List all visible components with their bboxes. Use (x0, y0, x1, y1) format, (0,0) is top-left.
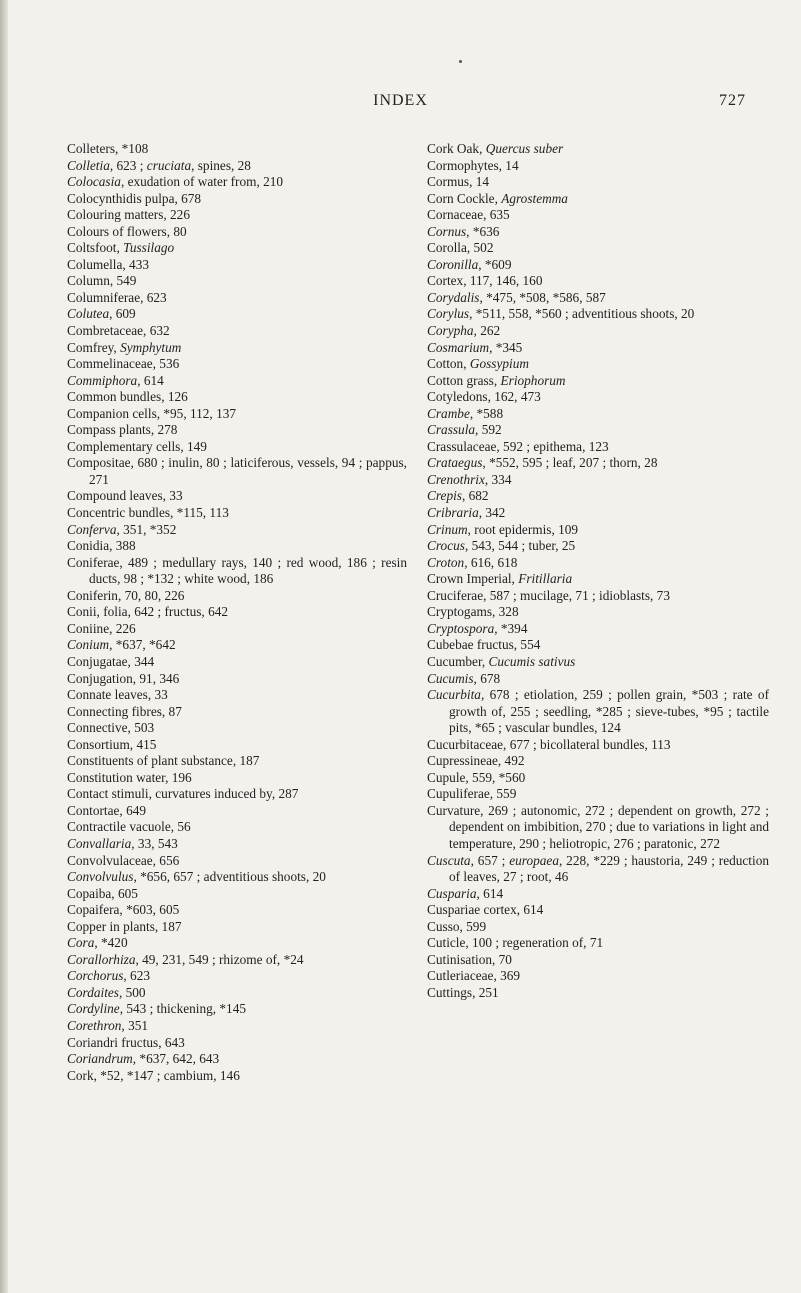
index-entry-text: , 609 (109, 306, 136, 322)
index-entry-text: Coniferin, 70, 80, 226 (67, 587, 185, 603)
index-entry (427, 439, 769, 456)
index-entry (427, 306, 769, 323)
index-entry (67, 621, 407, 638)
index-entry-text: Columella, 433 (67, 256, 149, 272)
index-entry-text: Constituents of plant substance, 187 (67, 753, 260, 769)
index-entry-text: Consortium, 415 (67, 736, 157, 752)
index-entry-text: , 49, 231, 549 ; rhizome of, *24 (135, 951, 304, 967)
index-entry-text: Coniine, 226 (67, 620, 136, 636)
index-entry-italic-text: Crenothrix (427, 471, 485, 487)
index-entry (427, 505, 769, 522)
index-entry-italic-text: Cordyline (67, 1001, 120, 1017)
index-entry (67, 555, 407, 588)
index-entry-text: Cutleriaceae, 369 (427, 968, 521, 984)
index-entry-italic-text: Cucumis (427, 670, 474, 686)
index-entry-italic-text: Cora (67, 935, 95, 951)
index-entry-text: Common bundles, 126 (67, 389, 188, 405)
index-entry-text: , *656, 657 ; adventitious shoots, 20 (133, 869, 326, 885)
index-entry (67, 505, 407, 522)
index-entry-italic-text: Convolvulus (67, 869, 134, 885)
index-entry-text: Cruciferae, 587 ; mucilage, 71 ; idioblasts, 73 (427, 587, 670, 603)
index-entry-text: , *636 (466, 223, 500, 239)
index-entry-text: , 614 (137, 372, 164, 388)
index-entry-text: , 228, *229 ; haustoria, 249 ; reduction of leaves, 27 ; root, 46 (449, 852, 769, 885)
index-entry-text: , exudation of water from, 210 (120, 174, 284, 190)
index-entry (427, 538, 769, 555)
index-entry (427, 174, 769, 191)
index-entry-text: Cork, *52, *147 ; cambium, 146 (67, 1067, 240, 1083)
page-edge-shadow (0, 0, 8, 1293)
index-entry-italic-text: Croton (427, 554, 465, 570)
index-entry-text: Cork Oak, (427, 141, 486, 156)
index-entry (67, 770, 407, 787)
index-entry-italic-text: Cryptospora (427, 620, 495, 636)
index-entry-text: , 678 (473, 670, 501, 686)
index-entry (67, 191, 407, 208)
index-entry-text: Cupressineae, 492 (427, 753, 525, 769)
index-entry-italic-text: europaea (509, 852, 559, 868)
index-entry (427, 522, 769, 539)
index-entry (427, 968, 769, 985)
index-entry-text: Curvature, 269 ; autonomic, 272 ; dependent on growth, 272 ; dependent on imbibition, 270 ; due to variations in light and temperature, 290 ; heliotropic, 276 ; paratonic, 272 (427, 802, 769, 851)
index-entry-text: Conidia, 388 (67, 538, 136, 554)
index-entry (67, 1051, 407, 1068)
index-entry-text: Cucumber, (427, 653, 489, 669)
index-entry (67, 439, 407, 456)
index-entry (427, 455, 769, 472)
index-entry-italic-text: Cusparia (427, 885, 477, 901)
index-entry (427, 902, 769, 919)
index-entry-text: Cornaceae, 635 (427, 207, 510, 223)
index-entry (427, 555, 769, 572)
index-entry-italic-text: Cucurbita (427, 687, 481, 703)
index-entry-text: Cuttings, 251 (427, 984, 499, 1000)
index-entry (67, 985, 407, 1002)
index-entry-text: Column, 549 (67, 273, 137, 289)
index-entry-text: Compositae, 680 ; inulin, 80 ; laticiferous, vessels, 94 ; pappus, 271 (67, 455, 407, 487)
index-entry (67, 373, 407, 390)
index-entry-text: Copaiba, 605 (67, 885, 138, 901)
index-entry-italic-text: Cucumis sativus (488, 653, 576, 669)
index-entry (427, 637, 769, 654)
index-entry-text: Compound leaves, 33 (67, 488, 183, 504)
index-entry-text: , 682 (461, 488, 489, 504)
index-entry-text: , 592 (475, 422, 502, 438)
index-entry-italic-text: Quercus suber (485, 141, 564, 156)
index-entry-text: Cormus, 14 (427, 174, 490, 190)
index-entry (67, 753, 407, 770)
index-entry (67, 538, 407, 555)
index-entry (427, 158, 769, 175)
index-entry-text: Cotton grass, (427, 372, 501, 388)
index-entry-text: Constitution water, 196 (67, 769, 192, 785)
index-entry-text: Colocynthidis pulpa, 678 (67, 190, 202, 206)
index-entry (427, 753, 769, 770)
index-entry-italic-text: Corallorhiza (67, 951, 136, 967)
index-entry (67, 340, 407, 357)
index-entry (427, 488, 769, 505)
page-title: INDEX (373, 92, 428, 109)
index-entry (427, 323, 769, 340)
index-entry-text: , 262 (473, 323, 501, 339)
index-entry-text: Companion cells, *95, 112, 137 (67, 405, 237, 421)
page-number: 727 (719, 92, 746, 109)
index-entry-italic-text: Cornus (427, 223, 467, 239)
index-entry-text: , *394 (494, 620, 528, 636)
index-entry (67, 786, 407, 803)
index-entry (67, 704, 407, 721)
index-entry-text: Comfrey, (67, 339, 121, 355)
index-entry-italic-text: Agrostemma (501, 190, 568, 206)
index-entry (67, 406, 407, 423)
index-entry (67, 588, 407, 605)
index-entry-text: Cucurbitaceae, 677 ; bicollateral bundles, 113 (427, 736, 671, 752)
index-column-left (67, 141, 407, 1084)
index-entry (427, 406, 769, 423)
index-entry-text: Cortex, 117, 146, 160 (427, 273, 543, 289)
index-entry (67, 273, 407, 290)
index-entry (67, 902, 407, 919)
index-entry-text: Corn Cockle, (427, 190, 502, 206)
index-entry (67, 853, 407, 870)
index-entry-text: Connective, 503 (67, 720, 155, 736)
index-entry-text: , *420 (94, 935, 128, 951)
index-entry-text: , *511, 558, *560 ; adventitious shoots, 20 (469, 306, 695, 322)
index-entry (67, 886, 407, 903)
index-entry (427, 389, 769, 406)
index-entry (67, 720, 407, 737)
paper-speck (459, 60, 462, 63)
index-entry (67, 240, 407, 257)
index-entry-italic-text: Gossypium (469, 356, 529, 372)
index-entry-text: , 616, 618 (464, 554, 518, 570)
index-entry-italic-text: Eriophorum (500, 372, 566, 388)
index-entry (427, 207, 769, 224)
index-entry-italic-text: Corydalis (427, 289, 480, 305)
index-entry-text: , 614 (476, 885, 504, 901)
index-entry-text: , 543 ; thickening, *145 (119, 1001, 246, 1017)
index-entry (427, 886, 769, 903)
index-entry-text: Coniferae, 489 ; medullary rays, 140 ; red wood, 186 ; resin ducts, 98 ; *132 ; white wood, 186 (67, 554, 407, 587)
index-entry (67, 522, 407, 539)
index-entry-text: , *609 (478, 256, 512, 272)
index-entry (427, 604, 769, 621)
index-entry-text: Complementary cells, 149 (67, 438, 207, 454)
index-entry-text: Cuspariae cortex, 614 (427, 902, 544, 918)
index-entry (67, 968, 407, 985)
index-entry-text: , root epidermis, 109 (467, 521, 579, 537)
index-entry-text: , 623 (123, 968, 150, 984)
index-entry-italic-text: Conium (67, 637, 110, 653)
index-entry-text: Cotton, (427, 356, 470, 372)
index-entry-text: Coriandri fructus, 643 (67, 1034, 185, 1050)
index-entry (67, 935, 407, 952)
index-entry-italic-text: Crocus (427, 538, 465, 554)
index-entry (427, 588, 769, 605)
index-entry-text: Cupuliferae, 559 (427, 786, 517, 802)
index-entry-text: Colours of flowers, 80 (67, 223, 187, 239)
index-entry (67, 257, 407, 274)
index-entry (67, 637, 407, 654)
index-entry (427, 422, 769, 439)
index-entry (67, 1018, 407, 1035)
index-entry-text: , *345 (489, 339, 523, 355)
index-entry (427, 571, 769, 588)
index-entry (67, 803, 407, 820)
index-entry (427, 786, 769, 803)
index-entry (427, 472, 769, 489)
index-entry-italic-text: Crambe (427, 405, 470, 421)
index-entry-text: Contortae, 649 (67, 802, 147, 818)
index-entry-text: , spines, 28 (191, 157, 251, 173)
index-entry-italic-text: Cuscuta (427, 852, 471, 868)
index-entry (427, 621, 769, 638)
index-entry-text: , 33, 543 (131, 835, 178, 851)
index-entry-italic-text: Symphytum (120, 339, 182, 355)
index-entry-italic-text: Colletia (67, 157, 110, 173)
index-entry (67, 306, 407, 323)
index-entry (427, 191, 769, 208)
index-entry (67, 290, 407, 307)
index-entry (427, 240, 769, 257)
index-entry (67, 323, 407, 340)
index-entry-text: Conjugatae, 344 (67, 653, 155, 669)
index-entry (427, 290, 769, 307)
index-entry (67, 141, 407, 158)
index-entry-italic-text: Cordaites (67, 984, 119, 1000)
index-entry-text: Copaifera, *603, 605 (67, 902, 180, 918)
index-entry (427, 373, 769, 390)
index-entry-text: Coltsfoot, (67, 240, 124, 256)
index-entry (67, 389, 407, 406)
index-entry-italic-text: Crinum (427, 521, 468, 537)
index-entry-text: Copper in plants, 187 (67, 918, 182, 934)
index-entry-italic-text: Corypha (427, 323, 474, 339)
index-entry-text: , *588 (469, 405, 504, 421)
index-entry-text: , 351 (121, 1017, 149, 1033)
index-entry (427, 853, 769, 886)
index-entry (427, 671, 769, 688)
index-entry (67, 488, 407, 505)
index-entry-text: Convolvulaceae, 656 (67, 852, 180, 868)
index-entry-text: Cutinisation, 70 (427, 951, 512, 967)
index-entry (427, 687, 769, 737)
index-entry-text: , 334 (484, 471, 512, 487)
index-entry-text: Contact stimuli, curvatures induced by, 287 (67, 786, 299, 802)
index-entry-italic-text: Corylus (427, 306, 470, 322)
index-entry (67, 952, 407, 969)
index-entry-text: Compass plants, 278 (67, 422, 178, 438)
index-entry (67, 836, 407, 853)
index-entry-text: Combretaceae, 632 (67, 323, 170, 339)
index-entry-italic-text: Tussilago (123, 240, 175, 256)
index-entry-italic-text: Convallaria (67, 835, 132, 851)
index-entry (427, 340, 769, 357)
index-entry (427, 257, 769, 274)
index-entry-text: , *552, 595 ; leaf, 207 ; thorn, 28 (482, 455, 658, 471)
index-entry-italic-text: Cribraria (427, 505, 479, 521)
index-entry (427, 356, 769, 373)
index-entry-italic-text: Crepis (427, 488, 462, 504)
index-entry (427, 273, 769, 290)
index-entry-text: Cupule, 559, *560 (427, 769, 526, 785)
index-entry-italic-text: Fritillaria (518, 571, 573, 587)
index-entry-text: Conii, folia, 642 ; fructus, 642 (67, 604, 229, 620)
index-entry (67, 687, 407, 704)
index-entry-text: Conjugation, 91, 346 (67, 670, 180, 686)
index-entry (67, 174, 407, 191)
index-entry (67, 671, 407, 688)
index-entry (427, 737, 769, 754)
index-entry-text: , 657 ; (470, 852, 510, 868)
index-entry (67, 224, 407, 241)
index-entry-italic-text: Crassula (427, 422, 476, 438)
index-entry-italic-text: Conferva (67, 521, 117, 537)
index-entry (427, 952, 769, 969)
index-entry-text: , 678 ; etiolation, 259 ; pollen grain, *503 ; rate of growth of, 255 ; seedling, *285 ; sieve-tubes, *95 ; tactile pits, *65 ; vascular bundles, 124 (449, 687, 769, 736)
index-entry-text: Concentric bundles, *115, 113 (67, 505, 229, 521)
index-entry (67, 158, 407, 175)
index-entry-italic-text: Corethron (67, 1017, 122, 1033)
index-entry (67, 207, 407, 224)
index-entry-text: Colleters, *108 (67, 141, 149, 156)
index-entry (67, 422, 407, 439)
index-entry (67, 919, 407, 936)
index-entry-text: Commelinaceae, 536 (67, 356, 180, 372)
index-entry-text: Cotyledons, 162, 473 (427, 389, 541, 405)
index-entry-text: , *637, 642, 643 (132, 1051, 220, 1067)
index-entry-text: , 500 (118, 984, 146, 1000)
index-entry-text: , 351, *352 (116, 521, 177, 537)
index-entry (67, 356, 407, 373)
index-entry-text: Contractile vacuole, 56 (67, 819, 191, 835)
index-entry-text: Cuticle, 100 ; regeneration of, 71 (427, 935, 604, 951)
index-entry-italic-text: Corchorus (67, 968, 124, 984)
index-entry-text: Cormophytes, 14 (427, 157, 519, 173)
index-entry-text: , *637, *642 (109, 637, 176, 653)
index-entry-italic-text: cruciata (146, 157, 192, 173)
running-header (0, 92, 801, 116)
index-entry (427, 224, 769, 241)
index-entry (427, 803, 769, 853)
index-entry-text: Colouring matters, 226 (67, 207, 190, 223)
index-entry (427, 654, 769, 671)
index-entry-text: Columniferae, 623 (67, 289, 167, 305)
index-entry-text: Connecting fibres, 87 (67, 703, 182, 719)
index-entry (427, 935, 769, 952)
index-column-right (427, 141, 769, 1001)
index-entry-text: Cubebae fructus, 554 (427, 637, 541, 653)
index-entry-text: Cusso, 599 (427, 918, 487, 934)
index-entry-text: Cryptogams, 328 (427, 604, 519, 620)
index-entry (67, 654, 407, 671)
index-entry (67, 1035, 407, 1052)
index-entry (427, 141, 769, 158)
index-entry (67, 1001, 407, 1018)
index-entry-text: , 342 (478, 505, 506, 521)
index-entry-italic-text: Cosmarium (427, 339, 490, 355)
index-entry (67, 819, 407, 836)
index-entry (427, 770, 769, 787)
index-entry-text: Crown Imperial, (427, 571, 519, 587)
index-entry (67, 869, 407, 886)
index-entry (67, 455, 407, 488)
index-entry-italic-text: Commiphora (67, 372, 138, 388)
index-entry-italic-text: Coriandrum (67, 1051, 133, 1067)
index-entry-text: , 623 ; (109, 157, 147, 173)
index-entry (427, 919, 769, 936)
index-entry-italic-text: Crataegus (427, 455, 483, 471)
index-entry (67, 1068, 407, 1085)
index-entry-text: , *475, *508, *586, 587 (479, 289, 606, 305)
index-entry-italic-text: Colocasia (67, 174, 121, 190)
index-entry-italic-text: Coronilla (427, 256, 479, 272)
index-entry-text: Connate leaves, 33 (67, 687, 168, 703)
index-entry (67, 737, 407, 754)
index-entry-text: Corolla, 502 (427, 240, 494, 256)
index-entry (67, 604, 407, 621)
index-entry-italic-text: Colutea (67, 306, 110, 322)
index-entry (427, 985, 769, 1002)
index-entry-text: Crassulaceae, 592 ; epithema, 123 (427, 438, 609, 454)
index-entry-text: , 543, 544 ; tuber, 25 (464, 538, 576, 554)
